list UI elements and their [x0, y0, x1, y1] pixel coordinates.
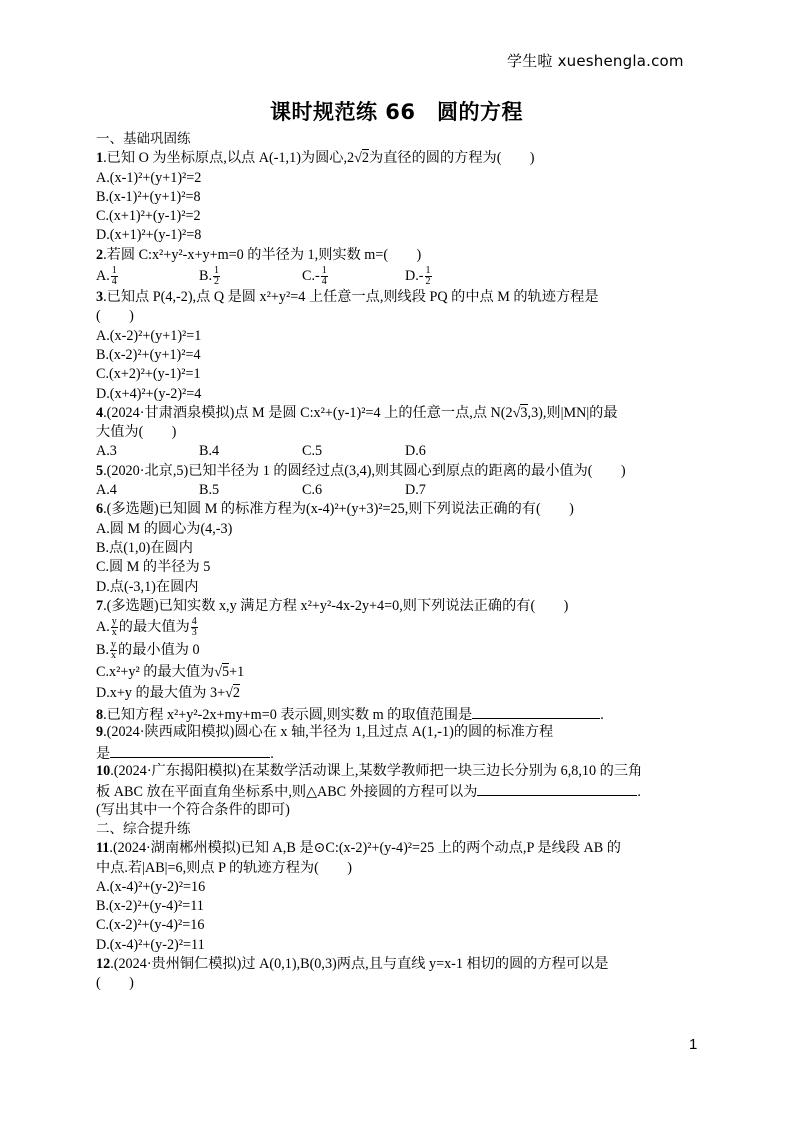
- question-11-cont: 中点.若|AB|=6,则点 P 的轨迹方程为( ): [96, 859, 352, 876]
- sqrt-radicand: 2: [361, 150, 370, 167]
- denominator: 4: [111, 276, 117, 288]
- option-text: C.x²+y² 的最大值为: [96, 664, 215, 681]
- question-number: 12: [96, 955, 111, 972]
- numerator: y: [111, 616, 117, 628]
- option-b: B.(x-2)²+(y-4)²=11: [96, 898, 204, 915]
- sqrt-sign: √: [225, 685, 233, 702]
- answer-blank[interactable]: [110, 743, 270, 758]
- option-c: C.圆 M 的半径为 5: [96, 559, 211, 576]
- option-label: D.: [405, 268, 419, 285]
- question-number: 1: [96, 150, 104, 167]
- option-b: B.(x-1)²+(y+1)²=8: [96, 188, 201, 205]
- page-title: 课时规范练 66 圆的方程: [269, 100, 524, 124]
- option-b: B.(x-2)²+(y+1)²=4: [96, 346, 201, 363]
- question-text: .已知点 P(4,-2),点 Q 是圆 x²+y²=4 上任意一点,则线段 PQ 的中点 M 的轨迹方程是: [103, 289, 599, 306]
- sqrt-radicand: 3: [520, 404, 528, 421]
- page-number: 1: [689, 1036, 698, 1053]
- question-text-end: .: [600, 707, 604, 724]
- denominator: 2: [214, 276, 220, 288]
- question-text: 板 ABC 放在平面直角坐标系中,则△ABC 外接圆的方程可以为: [96, 784, 478, 801]
- question-number: 11: [96, 840, 110, 857]
- question-text: 是: [96, 745, 111, 762]
- sqrt-radicand: 5: [222, 664, 230, 681]
- option-text-end: +1: [229, 664, 245, 681]
- option-label: B.: [199, 268, 213, 285]
- option-b: B.点(1,0)在圆内: [96, 539, 193, 556]
- question-10-note: (写出其中一个符合条件的即可): [96, 801, 290, 818]
- option-sign: -: [315, 268, 320, 285]
- section-heading-advanced: 二、综合提升练: [96, 820, 191, 837]
- option-text: 的最小值为 0: [118, 642, 200, 659]
- section-heading-basic: 一、基础巩固练: [96, 131, 191, 147]
- question-number: 5: [96, 462, 104, 479]
- option-c: [96, 662, 706, 683]
- answer-blank[interactable]: [472, 704, 600, 719]
- option-b: B.4: [199, 443, 220, 460]
- question-text: .(2024·湖南郴州模拟)已知 A,B 是⊙C:(x-2)²+(y-4)²=25 上的两个动点,P 是线段 AB 的: [109, 840, 621, 857]
- site-watermark: 学生啦 xueshengla.com: [507, 52, 684, 70]
- question-5: [96, 462, 706, 481]
- option-c: C.(x-2)²+(y-4)²=16: [96, 917, 205, 934]
- option-a: A.(x-4)²+(y-2)²=16: [96, 878, 206, 895]
- question-text: .已知 O 为坐标原点,以点 A(-1,1)为圆心,2: [103, 150, 355, 167]
- question-9-cont: [96, 743, 706, 762]
- option-label: A.: [96, 268, 110, 285]
- option-text: D.x+y 的最大值为 3+: [96, 685, 226, 702]
- option-c: C.6: [302, 482, 323, 499]
- option-b: [199, 265, 302, 288]
- question-number: 8: [96, 707, 104, 724]
- option-d: D.6: [405, 443, 426, 460]
- question-number: 3: [96, 289, 104, 306]
- option-a: A.(x-1)²+(y+1)²=2: [96, 169, 202, 186]
- question-12: [96, 955, 706, 974]
- question-2: [96, 246, 706, 265]
- question-4-cont: 大值为( ): [96, 424, 177, 441]
- question-10-cont: [96, 781, 706, 800]
- sqrt-sign: √: [354, 150, 362, 167]
- fraction: [425, 266, 432, 287]
- question-number: 2: [96, 246, 104, 263]
- question-number: 9: [96, 724, 104, 741]
- numerator: 1: [111, 265, 117, 277]
- option-d: D.(x+4)²+(y-2)²=4: [96, 385, 202, 402]
- option-a: A.圆 M 的圆心为(4,-3): [96, 520, 233, 537]
- option-b: [96, 639, 706, 662]
- question-9: [96, 723, 706, 742]
- denominator: 3: [191, 627, 197, 639]
- denominator: x: [111, 650, 117, 662]
- question-text: .(多选题)已知圆 M 的标准方程为(x-4)²+(y+3)²=25,则下列说法正确的有( ): [103, 501, 574, 518]
- question-text: .(2024·甘肃酒泉模拟)点 M 是圆 C:x²+(y-1)²=4 上的任意一点,点 N(2: [103, 404, 513, 421]
- option-label: B.: [96, 642, 110, 659]
- question-4: [96, 404, 706, 423]
- numerator: 1: [321, 265, 327, 277]
- option-d: D.点(-3,1)在圆内: [96, 578, 199, 595]
- question-text: .已知方程 x²+y²-2x+my+m=0 表示圆,则实数 m 的取值范围是: [103, 707, 473, 724]
- sqrt-radicand: 2: [232, 685, 240, 702]
- option-label: A.: [96, 619, 110, 636]
- question-text-end: 为直径的圆的方程为( ): [369, 150, 535, 167]
- fraction: [110, 640, 117, 661]
- option-d: D.7: [405, 482, 426, 499]
- question-11: [96, 839, 706, 858]
- option-c: C.5: [302, 443, 323, 460]
- option-a: A.(x-2)²+(y+1)²=1: [96, 327, 202, 344]
- question-8: [96, 704, 706, 723]
- question-3: [96, 288, 706, 307]
- question-text: .若圆 C:x²+y²-x+y+m=0 的半径为 1,则实数 m=( ): [103, 246, 422, 263]
- fraction: [111, 266, 118, 287]
- question-text: .(2024·陕西咸阳模拟)圆心在 x 轴,半径为 1,且过点 A(1,-1)的圆的标准方程: [103, 724, 554, 741]
- option-a: A.3: [96, 443, 117, 460]
- question-text: .(2020·北京,5)已知半径为 1 的圆经过点(3,4),则其圆心到原点的距离的最小值为( ): [103, 462, 626, 479]
- question-text-end: .: [270, 745, 274, 762]
- answer-paren: ( ): [96, 308, 134, 325]
- fraction: [191, 617, 198, 638]
- numerator: 1: [214, 265, 220, 277]
- question-text: .(2024·贵州铜仁模拟)过 A(0,1),B(0,3)两点,且与直线 y=x-1 相切的圆的方程可以是: [110, 955, 609, 972]
- sqrt-sign: √: [512, 404, 521, 421]
- question-number: 4: [96, 404, 104, 421]
- option-b: B.5: [199, 482, 220, 499]
- question-10: [96, 762, 706, 781]
- fraction: [111, 617, 118, 638]
- numerator: 4: [191, 616, 197, 628]
- question-6: [96, 500, 706, 519]
- exercise-content: [96, 130, 706, 994]
- question-number: 7: [96, 597, 104, 614]
- options-row: [96, 481, 706, 500]
- options-row: [96, 442, 706, 461]
- answer-paren: ( ): [96, 975, 134, 992]
- fraction: [321, 266, 328, 287]
- option-d: D.(x-4)²+(y-2)²=11: [96, 936, 205, 953]
- question-text: .(2024·广东揭阳模拟)在某数学活动课上,某数学教师把一块三边长分别为 6,8,10 的三角: [110, 763, 643, 780]
- option-label: C.: [302, 268, 316, 285]
- question-number: 10: [96, 763, 111, 780]
- answer-blank[interactable]: [477, 781, 637, 796]
- denominator: 2: [425, 276, 431, 288]
- option-c: [302, 265, 405, 288]
- denominator: x: [111, 627, 117, 639]
- question-number: 6: [96, 501, 104, 518]
- option-c: C.(x+2)²+(y-1)²=1: [96, 366, 201, 383]
- denominator: 4: [321, 276, 327, 288]
- option-d: D.(x+1)²+(y-1)²=8: [96, 227, 202, 244]
- numerator: 1: [425, 265, 431, 277]
- option-a: [96, 616, 706, 639]
- option-c: C.(x+1)²+(y-1)²=2: [96, 208, 201, 225]
- question-text-end: .: [637, 784, 641, 801]
- question-text: .(多选题)已知实数 x,y 满足方程 x²+y²-4x-2y+4=0,则下列说法正确的有( ): [103, 597, 569, 614]
- option-sign: -: [418, 268, 424, 285]
- option-d: [405, 265, 508, 288]
- option-a: A.4: [96, 482, 117, 499]
- sqrt-sign: √: [214, 664, 222, 681]
- question-7: [96, 597, 706, 616]
- question-1: [96, 149, 706, 168]
- fraction: [213, 266, 220, 287]
- option-d: [96, 683, 706, 704]
- option-text: 的最大值为: [118, 619, 190, 636]
- question-text-end: ,3),则|MN|的最: [527, 404, 618, 421]
- options-row: [96, 265, 706, 288]
- option-a: [96, 265, 199, 288]
- numerator: y: [111, 639, 117, 651]
